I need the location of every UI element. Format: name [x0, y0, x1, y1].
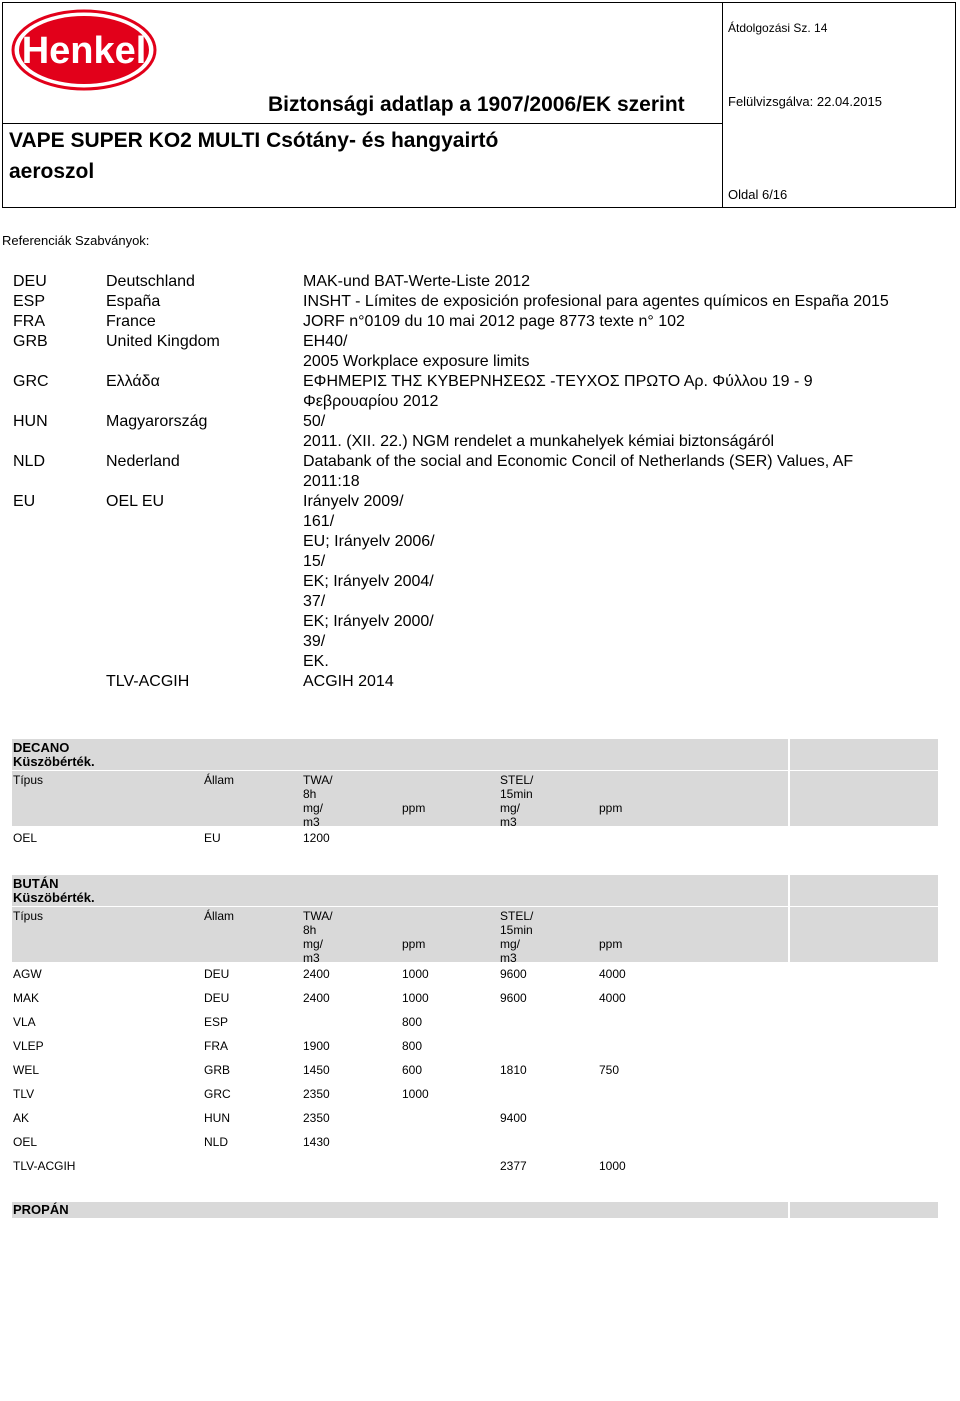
table-row	[12, 1130, 938, 1154]
reference-text: Irányelv 2009/ 161/ EU; Irányelv 2006/ 15/ EK; Irányelv 2004/ 37/ EK; Irányelv 2000/ 39/ EK.	[303, 493, 435, 670]
table-row	[12, 1034, 938, 1058]
reference-country: France	[106, 313, 156, 330]
reference-row	[0, 272, 900, 292]
col-type: Típus	[13, 773, 44, 787]
cell-state: GRC	[204, 1087, 231, 1101]
references-heading: Referenciák Szabványok:	[2, 233, 150, 248]
col-state: Állam	[204, 909, 235, 923]
table-row	[12, 1058, 938, 1082]
substance-name: PROPÁN	[13, 1202, 69, 1217]
cell-type: VLEP	[13, 1039, 44, 1053]
cell-type: TLV-ACGIH	[13, 1159, 76, 1173]
cell-stel-mg: 2377	[500, 1159, 527, 1173]
threshold-label: Küszöbérték.	[13, 754, 95, 769]
butan-section	[12, 875, 938, 1178]
reference-row	[0, 312, 900, 332]
page-number: Oldal 6/16	[728, 187, 788, 202]
cell-stel-ppm: 4000	[599, 991, 626, 1005]
col-stel-ppm: ppm	[599, 937, 623, 951]
document-header	[2, 2, 956, 208]
table-row	[12, 1106, 938, 1130]
document-title: Biztonsági adatlap a 1907/2006/EK szerint	[268, 93, 685, 116]
table-row	[12, 1154, 938, 1178]
cell-type: TLV	[13, 1087, 35, 1101]
reference-country: Nederland	[106, 453, 180, 470]
decano-title-bar	[12, 739, 938, 772]
cell-twa-ppm: 600	[402, 1063, 423, 1077]
reference-country: España	[106, 293, 161, 310]
reference-code: HUN	[13, 413, 48, 430]
cell-type: AK	[13, 1111, 30, 1125]
cell-state: HUN	[204, 1111, 230, 1125]
cell-stel-mg: 1810	[500, 1063, 527, 1077]
col-type: Típus	[13, 909, 44, 923]
references-list	[0, 272, 900, 692]
table-row	[12, 826, 938, 850]
reference-code: FRA	[13, 313, 45, 330]
cell-type: VLA	[13, 1015, 36, 1029]
col-twa-ppm: ppm	[402, 937, 426, 951]
revision-number: Átdolgozási Sz. 14	[728, 21, 828, 35]
revision-date: Felülvizsgálva: 22.04.2015	[728, 94, 882, 109]
reference-text: Databank of the social and Economic Concil of Netherlands (SER) Values, AF 2011:18	[303, 453, 854, 490]
table-row	[12, 986, 938, 1010]
reference-code	[0, 672, 106, 692]
reference-row	[0, 332, 900, 372]
cell-state: FRA	[204, 1039, 228, 1053]
cell-type: AGW	[13, 967, 42, 981]
reference-text: MAK-und BAT-Werte-Liste 2012	[303, 273, 531, 290]
decano-section	[12, 739, 938, 850]
cell-stel-ppm: 750	[599, 1063, 620, 1077]
cell-stel-ppm: 4000	[599, 967, 626, 981]
reference-code: DEU	[13, 273, 47, 290]
propan-section	[12, 1202, 938, 1218]
cell-state: ESP	[204, 1015, 229, 1029]
reference-code: EU	[13, 493, 36, 510]
cell-twa-ppm: 1000	[402, 967, 429, 981]
cell-state: DEU	[204, 967, 230, 981]
reference-row	[0, 672, 900, 692]
reference-country: Ελλάδα	[106, 373, 160, 390]
col-state: Állam	[204, 773, 235, 787]
reference-row	[0, 412, 900, 452]
reference-row	[0, 492, 900, 672]
table-row	[12, 1010, 938, 1034]
cell-twa-ppm: 800	[402, 1039, 423, 1053]
reference-country: Magyarország	[106, 413, 208, 430]
cell-stel-mg: 9400	[500, 1111, 527, 1125]
product-name: VAPE SUPER KO2 MULTI Csótány- és hangyairtó aeroszol	[9, 129, 499, 183]
reference-text: 50/ 2011. (XII. 22.) NGM rendelet a munkahelyek kémiai biztonságáról	[303, 413, 775, 450]
col-twa-mg: TWA/ 8h mg/ m3	[303, 909, 333, 965]
cell-twa-ppm: 1000	[402, 991, 429, 1005]
butan-rows	[12, 962, 938, 1178]
cell-type: WEL	[13, 1063, 40, 1077]
col-twa-mg: TWA/ 8h mg/ m3	[303, 773, 333, 829]
cell-twa-mg: 2400	[303, 967, 330, 981]
table-row	[12, 962, 938, 986]
reference-text: ACGIH 2014	[303, 673, 394, 690]
reference-code: NLD	[13, 453, 46, 470]
col-twa-ppm: ppm	[402, 801, 426, 815]
col-stel-ppm: ppm	[599, 801, 623, 815]
cell-twa-mg: 1200	[303, 831, 330, 845]
reference-code: ESP	[13, 293, 46, 310]
cell-state: NLD	[204, 1135, 229, 1149]
substance-name: BUTÁN	[13, 876, 59, 891]
reference-country: TLV-ACGIH	[106, 673, 190, 690]
decano-rows	[12, 826, 938, 850]
henkel-logo	[11, 9, 157, 91]
butan-title-bar	[12, 875, 938, 908]
col-stel-mg: STEL/ 15min mg/ m3	[500, 909, 534, 965]
header-divider	[788, 771, 790, 826]
cell-twa-ppm: 1000	[402, 1087, 429, 1101]
cell-state: EU	[204, 831, 221, 845]
cell-twa-mg: 2400	[303, 991, 330, 1005]
cell-state: GRB	[204, 1063, 231, 1077]
propan-title-bar	[12, 1202, 938, 1218]
header-divider-vertical	[722, 3, 723, 207]
cell-twa-mg: 1430	[303, 1135, 330, 1149]
cell-stel-ppm: 1000	[599, 1159, 626, 1173]
bar-divider	[788, 739, 790, 772]
reference-code: GRB	[13, 333, 48, 350]
reference-text: INSHT - Límites de exposición profesional para agentes químicos en España 2015	[303, 293, 889, 310]
cell-state: DEU	[204, 991, 230, 1005]
reference-country: OEL EU	[106, 493, 165, 510]
reference-country: United Kingdom	[106, 333, 220, 350]
cell-twa-mg: 1450	[303, 1063, 330, 1077]
logo-wordmark: Henkel	[21, 30, 147, 72]
reference-row	[0, 292, 900, 312]
bar-divider	[788, 1202, 790, 1218]
reference-code: GRC	[13, 373, 49, 390]
reference-text: EH40/ 2005 Workplace exposure limits	[303, 333, 530, 370]
reference-text: ΕΦΗΜΕΡΙΣ ΤΗΣ ΚΥΒΕΡΝΗΣΕΩΣ -ΤΕΥΧΟΣ ΠΡΩΤΟ Αρ. Φύλλου 19 - 9 Φεβρουαρίου 2012	[303, 373, 813, 410]
cell-twa-mg: 1900	[303, 1039, 330, 1053]
cell-type: OEL	[13, 1135, 38, 1149]
substance-name: DECANO	[13, 740, 70, 755]
butan-column-header	[12, 906, 938, 965]
cell-type: OEL	[13, 831, 38, 845]
threshold-label: Küszöbérték.	[13, 890, 95, 905]
header-divider	[788, 907, 790, 962]
cell-type: MAK	[13, 991, 40, 1005]
reference-row	[0, 372, 900, 412]
reference-text: JORF n°0109 du 10 mai 2012 page 8773 texte n° 102	[303, 313, 685, 330]
decano-column-header	[12, 770, 938, 829]
reference-country: Deutschland	[106, 273, 195, 290]
cell-stel-mg: 9600	[500, 967, 527, 981]
col-stel-mg: STEL/ 15min mg/ m3	[500, 773, 534, 829]
cell-twa-mg: 2350	[303, 1087, 330, 1101]
cell-stel-mg: 9600	[500, 991, 527, 1005]
cell-twa-mg: 2350	[303, 1111, 330, 1125]
reference-row	[0, 452, 900, 492]
header-divider-horizontal	[3, 123, 722, 124]
table-row	[12, 1082, 938, 1106]
bar-divider	[788, 875, 790, 908]
cell-twa-ppm: 800	[402, 1015, 423, 1029]
